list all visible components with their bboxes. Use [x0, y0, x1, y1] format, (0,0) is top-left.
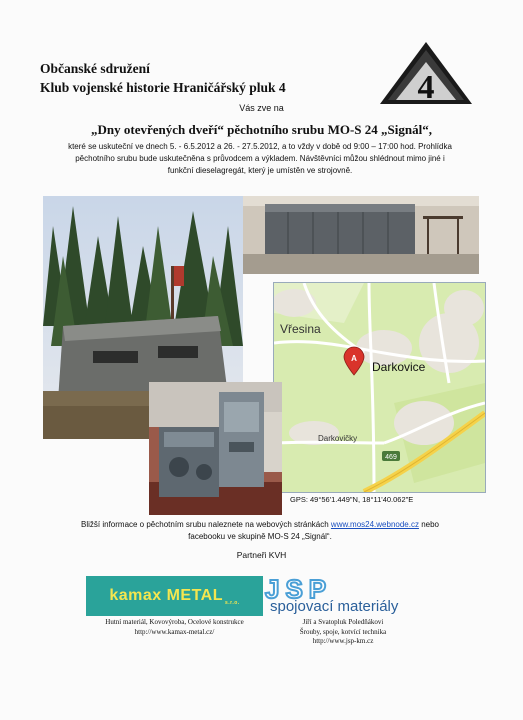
- road-number: 469: [385, 454, 397, 461]
- description-line: pěchotního srubu bude uskutečněna s průvodcem a výkladem. Návštěvníci můžou shlédnout mimo jiné i: [75, 154, 445, 163]
- bunker-interior-photo: [243, 196, 479, 274]
- info-prefix: Bližší informace o pěchotním srubu naleznete na webových stránkách: [81, 520, 329, 529]
- kamax-logo-text: kamax METAL: [109, 587, 223, 604]
- map-label-darkovicky: Darkovičky: [318, 434, 358, 443]
- jsp-line-2: Šrouby, spoje, kotvící technika: [299, 627, 387, 636]
- website-link[interactable]: www.mos24.webnode.cz: [330, 520, 419, 529]
- jsp-logo: JSP: [265, 574, 333, 604]
- logo-number: 4: [417, 69, 435, 106]
- kamax-line-2[interactable]: http://www.kamax-metal.cz/: [134, 627, 215, 636]
- info-line-2: facebooku ve skupině MO-S 24 „Signál“.: [188, 532, 332, 541]
- location-map[interactable]: [273, 282, 486, 493]
- org-line-1: Občanské sdružení: [40, 61, 150, 76]
- jsp-line-3[interactable]: http://www.jsp-km.cz: [312, 637, 374, 645]
- partners-heading: Partneři KVH: [236, 550, 287, 560]
- description-line: které se uskuteční ve dnech 5. - 6.5.2012 a 26. - 27.5.2012, a to vždy v době od 9:00 – 17:00 hod. Prohlídka: [68, 142, 452, 151]
- kamax-details: [84, 618, 265, 637]
- kamax-line-1: Hutní materiál, Kovovýroba, Ocelové konstrukce: [105, 618, 244, 626]
- info-suffix: nebo: [421, 520, 439, 529]
- diesel-generator-photo: [149, 382, 282, 515]
- svg-text:A: A: [351, 354, 357, 363]
- jsp-details: [268, 618, 418, 647]
- more-info-text: [40, 519, 480, 543]
- invite-text: Vás zve na: [239, 103, 284, 113]
- regiment-logo: [378, 40, 474, 108]
- gps-coordinates: GPS: 49°56'1.449"N, 18°11'40.062"E: [290, 495, 414, 504]
- org-line-2: Klub vojenské historie Hraničářský pluk 4: [40, 80, 286, 95]
- kamax-logo: [86, 576, 263, 616]
- jsp-line-1: Jiří a Svatopluk Poledňákovi: [302, 618, 384, 626]
- map-label-vresina: Vřesina: [280, 322, 321, 336]
- description-line: funkční dieselagregát, který je umístěn ve strojovně.: [167, 166, 353, 175]
- event-description: [45, 141, 475, 177]
- kamax-logo-suffix: s.r.o.: [225, 600, 240, 606]
- event-title: „Dny otevřených dveří“ pěchotního srubu MO-S 24 „Signál“,: [91, 122, 432, 137]
- map-label-darkovice: Darkovice: [372, 360, 426, 374]
- jsp-logo-subtitle: spojovací materiály: [270, 598, 399, 615]
